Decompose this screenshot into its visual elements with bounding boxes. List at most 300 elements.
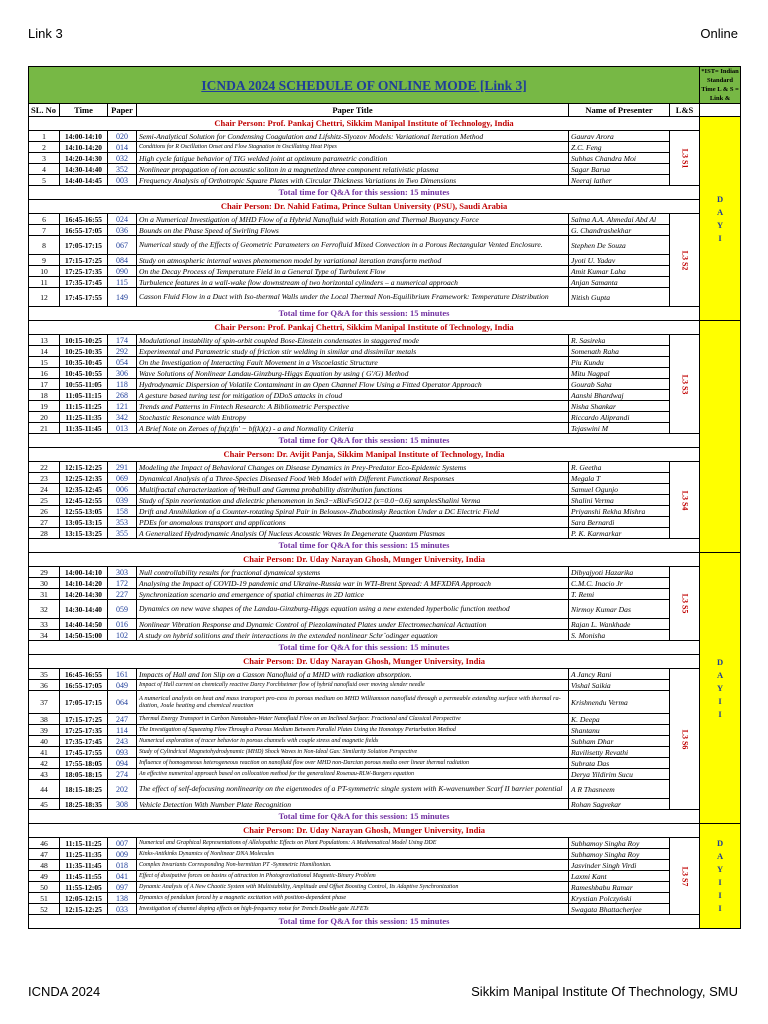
paper-title: The effect of self-defocusing nonlinearity on the eigenmodes of a PT-symmetric single system with K-wavenumber Scarf II barrier potential [137, 780, 569, 799]
table-row [29, 506, 741, 517]
serial-number: 30 [29, 578, 60, 589]
time-slot: 17:45-17:55 [60, 288, 108, 307]
presenter-name: Subrata Das [569, 758, 670, 769]
presenter-name: Shantanu [569, 725, 670, 736]
paper-id: 115 [108, 277, 137, 288]
time-slot: 10:55-11:05 [60, 379, 108, 390]
paper-title: Analysing the Impact of COVID-19 pandemic and Ukraine-Russia war in WTI-Brent Spread: A MFXDFA Approach [137, 578, 569, 589]
paper-title: Trends and Patterns in Fintech Research: A Bibliometric Perspective [137, 401, 569, 412]
table-row [29, 266, 741, 277]
paper-title: Kinks-Antikinks Dynamics of Nonlinear DNA Molecules [137, 849, 569, 860]
time-note: *IST= Indian Standard Time L & S = Link & [701, 68, 739, 102]
paper-id: 355 [108, 528, 137, 539]
serial-number: 26 [29, 506, 60, 517]
chair-person: Chair Person: Dr. Uday Narayan Ghosh, Munger University, India [29, 655, 700, 669]
presenter-name: Vishal Saikia [569, 680, 670, 691]
serial-number: 12 [29, 288, 60, 307]
presenter-name: Ravilisetty Revathi [569, 747, 670, 758]
time-slot: 16:45-16:55 [60, 214, 108, 225]
paper-id: 102 [108, 630, 137, 641]
serial-number: 7 [29, 225, 60, 236]
time-slot: 17:15-17:25 [60, 255, 108, 266]
day-letter: I [718, 903, 722, 913]
paper-id: 138 [108, 893, 137, 904]
chair-row [29, 655, 741, 669]
qa-row [29, 915, 741, 929]
time-slot: 13:05-13:15 [60, 517, 108, 528]
presenter-name: Subhamoy Singha Roy [569, 838, 670, 849]
header-link-label: Link 3 [28, 26, 63, 41]
paper-id: 093 [108, 747, 137, 758]
serial-number: 16 [29, 368, 60, 379]
paper-id: 118 [108, 379, 137, 390]
presenter-name: K. Deepa [569, 714, 670, 725]
paper-id: 243 [108, 736, 137, 747]
presenter-name: Nirmoy Kumar Das [569, 600, 670, 619]
serial-number: 5 [29, 175, 60, 186]
paper-id: 007 [108, 838, 137, 849]
day-label [700, 824, 741, 929]
day-letter: I [718, 877, 722, 887]
table-row [29, 379, 741, 390]
table-row [29, 849, 741, 860]
qa-time-note: Total time for Q&A for this session: 15 minutes [29, 307, 700, 321]
paper-title: On the Investigation of Interacting Fault Movement in a Viscoelastic Structure [137, 357, 569, 368]
presenter-name: Krystian Polczyński [569, 893, 670, 904]
paper-title: Casson Fluid Flow in a Duct with Iso-thermal Walls under the Local Thermal Non-Equilibrium Framework: Temperature Distribution [137, 288, 569, 307]
time-slot: 10:25-10:35 [60, 346, 108, 357]
qa-time-note: Total time for Q&A for this session: 15 minutes [29, 641, 700, 655]
paper-title: A study on hybrid solitions and their interactions in the extended nonlinear Schr¨odinger equation [137, 630, 569, 641]
qa-row [29, 434, 741, 448]
session-label [670, 335, 700, 434]
time-slot: 11:35-11:45 [60, 423, 108, 434]
paper-title: Dynamical Analysis of a Three-Species Diseased Food Web Model with Different Functional Responses [137, 473, 569, 484]
serial-number: 1 [29, 131, 60, 142]
presenter-name: Krishnendu Verma [569, 691, 670, 714]
time-slot: 14:00-14:10 [60, 131, 108, 142]
presenter-name: Mitu Nagpal [569, 368, 670, 379]
serial-number: 32 [29, 600, 60, 619]
time-slot: 11:45-11:55 [60, 871, 108, 882]
paper-title: The Investigation of Squeezing Flow Through a Porous Medium Between Parallel Plates Using the Homotopy Perturbation Method [137, 725, 569, 736]
paper-title: A Brief Note on Zeroes of fn(z)fn' − bf(k)(z) - a and Normality Criteria [137, 423, 569, 434]
table-row [29, 619, 741, 630]
day-letter: Y [716, 864, 724, 874]
paper-id: 016 [108, 619, 137, 630]
paper-title: A Generalized Hydrodynamic Analysis Of Nucleus Acoustic Waves In Degenerate Quantum Plasmas [137, 528, 569, 539]
paper-title: Null controllability results for fractional dynamical systems [137, 567, 569, 578]
paper-title: On the Decay Process of Temperature Field in a General Type of Turbulent Flow [137, 266, 569, 277]
time-slot: 17:35-17:45 [60, 277, 108, 288]
paper-title: Bounds on the Phase Speed of Swirling Flows [137, 225, 569, 236]
paper-id: 306 [108, 368, 137, 379]
serial-number: 23 [29, 473, 60, 484]
table-row [29, 277, 741, 288]
day-label [700, 553, 741, 824]
presenter-name: Riccardo Aliprandi [569, 412, 670, 423]
time-slot: 17:15-17:25 [60, 714, 108, 725]
paper-title: Turbulence features in a wall-wake flow downstream of two horizontal cylinders – a numerical approach [137, 277, 569, 288]
day-label [700, 321, 741, 553]
paper-title: Numerical study of the Effects of Geometric Parameters on Ferrofluid Mixed Convection in a Porous Rectangular Vented Enclosure. [137, 236, 569, 255]
paper-title: Numerical exploration of tracer behavior in porous channels with couple stress and magnetic fields [137, 736, 569, 747]
table-row [29, 578, 741, 589]
presenter-name: Gaurav Arora [569, 131, 670, 142]
footer-conference: ICNDA 2024 [28, 984, 101, 999]
paper-id: 342 [108, 412, 137, 423]
paper-title: Nonlinear Vibration Response and Dynamic Control of Piezolaminated Plates under Electromechanical Actuation [137, 619, 569, 630]
serial-number: 38 [29, 714, 60, 725]
table-row [29, 528, 741, 539]
serial-number: 27 [29, 517, 60, 528]
session-label [670, 462, 700, 539]
paper-id: 291 [108, 462, 137, 473]
table-row [29, 473, 741, 484]
paper-title: Dynamic Analysis of A New Chaotic System with Multistability, Amplitude and Offset Boosting Control, Its Adaptive Synchronization [137, 882, 569, 893]
serial-number: 24 [29, 484, 60, 495]
table-row [29, 255, 741, 266]
paper-title: Modeling the Impact of Behavioral Changes on Disease Dynamics in Prey-Predator Eco-Epidemic Systems [137, 462, 569, 473]
paper-id: 121 [108, 401, 137, 412]
presenter-name: Subhamoy Singha Roy [569, 849, 670, 860]
table-row [29, 691, 741, 714]
presenter-name: Piu Kundu [569, 357, 670, 368]
time-slot: 11:55-12:05 [60, 882, 108, 893]
paper-id: 084 [108, 255, 137, 266]
paper-id: 033 [108, 904, 137, 915]
serial-number: 50 [29, 882, 60, 893]
paper-title: An effective numerical approach based on collocation method for the generalized Rosenau-RLW-Burgers equation [137, 769, 569, 780]
presenter-name: Somenath Raha [569, 346, 670, 357]
table-row [29, 164, 741, 175]
qa-time-note: Total time for Q&A for this session: 15 minutes [29, 186, 700, 200]
paper-title: Impact of Hall current on chemically reactive Darcy Forchheimer flow of hybrid nanofluid over moving slender needle [137, 680, 569, 691]
presenter-name: Rohan Sagvekar [569, 799, 670, 810]
paper-title: Study on atmospheric internal waves phenomenon model by variational iteration transform method [137, 255, 569, 266]
qa-time-note: Total time for Q&A for this session: 15 minutes [29, 434, 700, 448]
session-label [670, 131, 700, 186]
time-slot: 17:25-17:35 [60, 266, 108, 277]
serial-number: 37 [29, 691, 60, 714]
paper-id: 006 [108, 484, 137, 495]
table-row [29, 714, 741, 725]
col-ls: L&S [670, 104, 700, 117]
time-slot: 18:15-18:25 [60, 780, 108, 799]
chair-row [29, 117, 741, 131]
presenter-name: Gourab Saha [569, 379, 670, 390]
serial-number: 51 [29, 893, 60, 904]
day-letter: A [716, 206, 724, 217]
table-row [29, 288, 741, 307]
paper-id: 049 [108, 680, 137, 691]
paper-id: 161 [108, 669, 137, 680]
day-letter: D [716, 838, 724, 848]
qa-time-note: Total time for Q&A for this session: 15 minutes [29, 539, 700, 553]
time-slot: 14:20-14:30 [60, 589, 108, 600]
presenter-name: Sagar Barua [569, 164, 670, 175]
col-presenter: Name of Presenter [569, 104, 670, 117]
serial-number: 21 [29, 423, 60, 434]
serial-number: 18 [29, 390, 60, 401]
paper-title: Thermal Energy Transport in Carbon Nanotubes-Water Nanofluid Flow on an Inclined Surface: Fractional and Classical Perspective [137, 714, 569, 725]
time-slot: 12:15-12:25 [60, 462, 108, 473]
presenter-name: Rajan L. Wankhade [569, 619, 670, 630]
session-label-text: L3 S6 [680, 729, 690, 749]
col-paper: Paper [108, 104, 137, 117]
table-row [29, 600, 741, 619]
paper-title: Conditions for R Oscillation Onset and Flow Stagnation in Oscillating Heat Pipes [137, 142, 569, 153]
serial-number: 31 [29, 589, 60, 600]
presenter-name: Z.C. Feng [569, 142, 670, 153]
presenter-name: T. Remi [569, 589, 670, 600]
chair-person: Chair Person: Dr. Uday Narayan Ghosh, Munger University, India [29, 824, 700, 838]
paper-id: 067 [108, 236, 137, 255]
paper-id: 292 [108, 346, 137, 357]
time-slot: 11:15-11:25 [60, 401, 108, 412]
paper-id: 352 [108, 164, 137, 175]
serial-number: 36 [29, 680, 60, 691]
presenter-name: Megala T [569, 473, 670, 484]
table-row [29, 904, 741, 915]
header-mode-label: Online [700, 26, 738, 41]
time-slot: 14:00-14:10 [60, 567, 108, 578]
serial-number: 14 [29, 346, 60, 357]
schedule-title: ICNDA 2024 SCHEDULE OF ONLINE MODE [Link 3] [29, 67, 700, 104]
paper-title: A numerical analysis on heat and mass transport pro-cess in porous medium on MHD Williamson nanofluid through a permeable extending surface with thermal ra-diation, Joule heating and chemical reaction [137, 691, 569, 714]
presenter-name: Swagata Bhattacherjee [569, 904, 670, 915]
serial-number: 9 [29, 255, 60, 266]
table-title-row [29, 67, 741, 104]
day-letter: Y [716, 219, 724, 230]
presenter-name: Anjan Samanta [569, 277, 670, 288]
presenter-name: Tejaswini M [569, 423, 670, 434]
paper-title: Study of Spin reorientation and dielectric phenomenon in Sm3−xBixFe5O12 (x=0.0−0.6) samplesShalini Verma [137, 495, 569, 506]
table-row [29, 175, 741, 186]
presenter-name: Derya Yildirim Sucu [569, 769, 670, 780]
time-slot: 14:20-14:30 [60, 153, 108, 164]
col-day-blank [700, 104, 741, 117]
time-slot: 11:25-11:35 [60, 412, 108, 423]
presenter-name: Samuel Ogunjo [569, 484, 670, 495]
serial-number: 19 [29, 401, 60, 412]
time-slot: 12:25-12:35 [60, 473, 108, 484]
serial-number: 6 [29, 214, 60, 225]
day-letter: Y [716, 682, 724, 693]
qa-row [29, 186, 741, 200]
paper-id: 274 [108, 769, 137, 780]
table-row [29, 517, 741, 528]
paper-title: Complex Invariants Corresponding Non-hermitian PT -Symmetric Hamiltonian. [137, 860, 569, 871]
paper-id: 003 [108, 175, 137, 186]
presenter-name: Aanshi Bhardwaj [569, 390, 670, 401]
paper-id: 032 [108, 153, 137, 164]
table-row [29, 236, 741, 255]
table-row [29, 725, 741, 736]
paper-id: 114 [108, 725, 137, 736]
paper-id: 202 [108, 780, 137, 799]
day-letter: D [716, 193, 724, 204]
table-row [29, 871, 741, 882]
serial-number: 8 [29, 236, 60, 255]
presenter-name: Salma A.A. Ahmedai Abd Al [569, 214, 670, 225]
chair-person: Chair Person: Dr. Nahid Fatima, Prince Sultan University (PSU), Saudi Arabia [29, 200, 700, 214]
paper-title: Wave Solutions of Nonlinear Landau-Ginzburg-Higgs Equation by using ( G'/G) Method [137, 368, 569, 379]
paper-id: 149 [108, 288, 137, 307]
presenter-name: S. Monisha [569, 630, 670, 641]
paper-title: Frequency Analysis of Orthotropic Square Plates with Circular Thickness Variations in Two Dimensions [137, 175, 569, 186]
time-slot: 12:05-12:15 [60, 893, 108, 904]
time-slot: 14:40-14:50 [60, 619, 108, 630]
paper-id: 039 [108, 495, 137, 506]
table-row [29, 669, 741, 680]
presenter-name: C.M.C. Inacio Jr [569, 578, 670, 589]
qa-row [29, 641, 741, 655]
time-slot: 14:40-14:45 [60, 175, 108, 186]
table-row [29, 401, 741, 412]
serial-number: 4 [29, 164, 60, 175]
chair-row [29, 200, 741, 214]
serial-number: 2 [29, 142, 60, 153]
presenter-name: Subhas Chandra Moi [569, 153, 670, 164]
serial-number: 49 [29, 871, 60, 882]
session-label [670, 838, 700, 915]
session-label-text: L3 S4 [680, 490, 690, 510]
table-row [29, 142, 741, 153]
serial-number: 22 [29, 462, 60, 473]
paper-id: 036 [108, 225, 137, 236]
qa-time-note: Total time for Q&A for this session: 15 minutes [29, 810, 700, 824]
time-slot: 17:55-18:05 [60, 758, 108, 769]
table-row [29, 589, 741, 600]
paper-title: Drift and Annihilation of a Counter-rotating Spiral Pair in Belousov-Zhabotinsky Reaction Under a DC Electric Field [137, 506, 569, 517]
day-label [700, 117, 741, 321]
paper-id: 172 [108, 578, 137, 589]
table-row [29, 567, 741, 578]
time-slot: 12:35-12:45 [60, 484, 108, 495]
chair-person: Chair Person: Dr. Avijit Panja, Sikkim Manipal Institute of Technology, India [29, 448, 700, 462]
paper-title: Effect of dissipative forces on basins of attraction in Photogravitational Magnetic-Binary Problem [137, 871, 569, 882]
time-slot: 12:45-12:55 [60, 495, 108, 506]
table-row [29, 758, 741, 769]
paper-title: High cycle fatigue behavior of TIG welded joint at optimum parametric condition [137, 153, 569, 164]
paper-title: A gesture based turing test for mitigation of DDoS attacks in cloud [137, 390, 569, 401]
paper-title: Dynamics of pendulum forced by a magnetic excitation with position-dependent phase [137, 893, 569, 904]
day-letter: A [716, 669, 724, 680]
time-slot: 11:15-11:25 [60, 838, 108, 849]
qa-time-note: Total time for Q&A for this session: 15 minutes [29, 915, 700, 929]
paper-title: Nonlinear propagation of ion acoustic soliton in a magnetized three component relativistic plasma [137, 164, 569, 175]
time-slot: 13:15-13:25 [60, 528, 108, 539]
time-slot: 18:05-18:15 [60, 769, 108, 780]
serial-number: 17 [29, 379, 60, 390]
serial-number: 34 [29, 630, 60, 641]
time-slot: 18:25-18:35 [60, 799, 108, 810]
paper-id: 020 [108, 131, 137, 142]
presenter-name: G. Chandrashekhar [569, 225, 670, 236]
presenter-name: Sara Bernardi [569, 517, 670, 528]
serial-number: 43 [29, 769, 60, 780]
paper-id: 013 [108, 423, 137, 434]
paper-title: Dynamics on new wave shapes of the Landau-Ginzburg-Higgs equation using a new extended hyperbolic function method [137, 600, 569, 619]
col-time: Time [60, 104, 108, 117]
session-label-text: L3 S1 [680, 148, 690, 168]
paper-title: Impacts of Hall and Ion Slip on a Casson Nanofluid of a MHD with radiation absorption. [137, 669, 569, 680]
serial-number: 28 [29, 528, 60, 539]
schedule-table [28, 66, 741, 929]
chair-row [29, 448, 741, 462]
serial-number: 40 [29, 736, 60, 747]
chair-person: Chair Person: Dr. Uday Narayan Ghosh, Munger University, India [29, 553, 700, 567]
serial-number: 33 [29, 619, 60, 630]
qa-row [29, 307, 741, 321]
table-row [29, 225, 741, 236]
paper-id: 059 [108, 600, 137, 619]
serial-number: 47 [29, 849, 60, 860]
qa-row [29, 810, 741, 824]
time-slot: 11:35-11:45 [60, 860, 108, 871]
paper-id: 227 [108, 589, 137, 600]
presenter-name: Priyanshi Rekha Mishra [569, 506, 670, 517]
paper-id: 064 [108, 691, 137, 714]
presenter-name: Rameshbabu Ramar [569, 882, 670, 893]
presenter-name: Nitish Gupta [569, 288, 670, 307]
table-row [29, 357, 741, 368]
time-slot: 17:35-17:45 [60, 736, 108, 747]
chair-row [29, 824, 741, 838]
table-row [29, 893, 741, 904]
paper-title: Modulational instability of spin-orbit coupled Bose-Einstein condensates in staggered mode [137, 335, 569, 346]
paper-id: 054 [108, 357, 137, 368]
serial-number: 41 [29, 747, 60, 758]
paper-title: Influence of homogeneous heterogeneous reaction on nanofluid flow over MHD non-Darcian porous media over linear thermal radiation [137, 758, 569, 769]
time-slot: 10:35-10:45 [60, 357, 108, 368]
presenter-name: A R Thasneem [569, 780, 670, 799]
paper-title: On a Numerical Investigation of MHD Flow of a Hybrid Nanofluid with Rotation and Thermal Buoyancy Force [137, 214, 569, 225]
paper-id: 069 [108, 473, 137, 484]
serial-number: 25 [29, 495, 60, 506]
session-label-text: L3 S7 [680, 866, 690, 886]
presenter-name: Stephen De Souza [569, 236, 670, 255]
paper-id: 158 [108, 506, 137, 517]
time-slot: 12:15-12:25 [60, 904, 108, 915]
paper-title: Experimental and Parametric study of friction stir welding in similar and dissimilar metals [137, 346, 569, 357]
serial-number: 45 [29, 799, 60, 810]
time-slot: 17:45-17:55 [60, 747, 108, 758]
table-row [29, 780, 741, 799]
paper-title: PDEs for anomalous transport and applications [137, 517, 569, 528]
paper-id: 247 [108, 714, 137, 725]
paper-id: 353 [108, 517, 137, 528]
paper-title: Hydrodynamic Dispersion of Volatile Contaminant in an Open Channel Flow Using a Fitted Operator Approach [137, 379, 569, 390]
presenter-name: Amit Kumar Laha [569, 266, 670, 277]
chair-row [29, 321, 741, 335]
presenter-name: Nisha Shankar [569, 401, 670, 412]
day-letter: I [718, 232, 722, 243]
presenter-name: Neeraj lather [569, 175, 670, 186]
time-slot: 16:45-16:55 [60, 669, 108, 680]
serial-number: 3 [29, 153, 60, 164]
table-row [29, 412, 741, 423]
time-slot: 14:30-14:40 [60, 164, 108, 175]
table-row [29, 860, 741, 871]
table-row [29, 462, 741, 473]
serial-number: 52 [29, 904, 60, 915]
col-sl-no: SL. No [29, 104, 60, 117]
presenter-name: R. Geetha [569, 462, 670, 473]
session-label-text: L3 S2 [680, 250, 690, 270]
paper-id: 174 [108, 335, 137, 346]
